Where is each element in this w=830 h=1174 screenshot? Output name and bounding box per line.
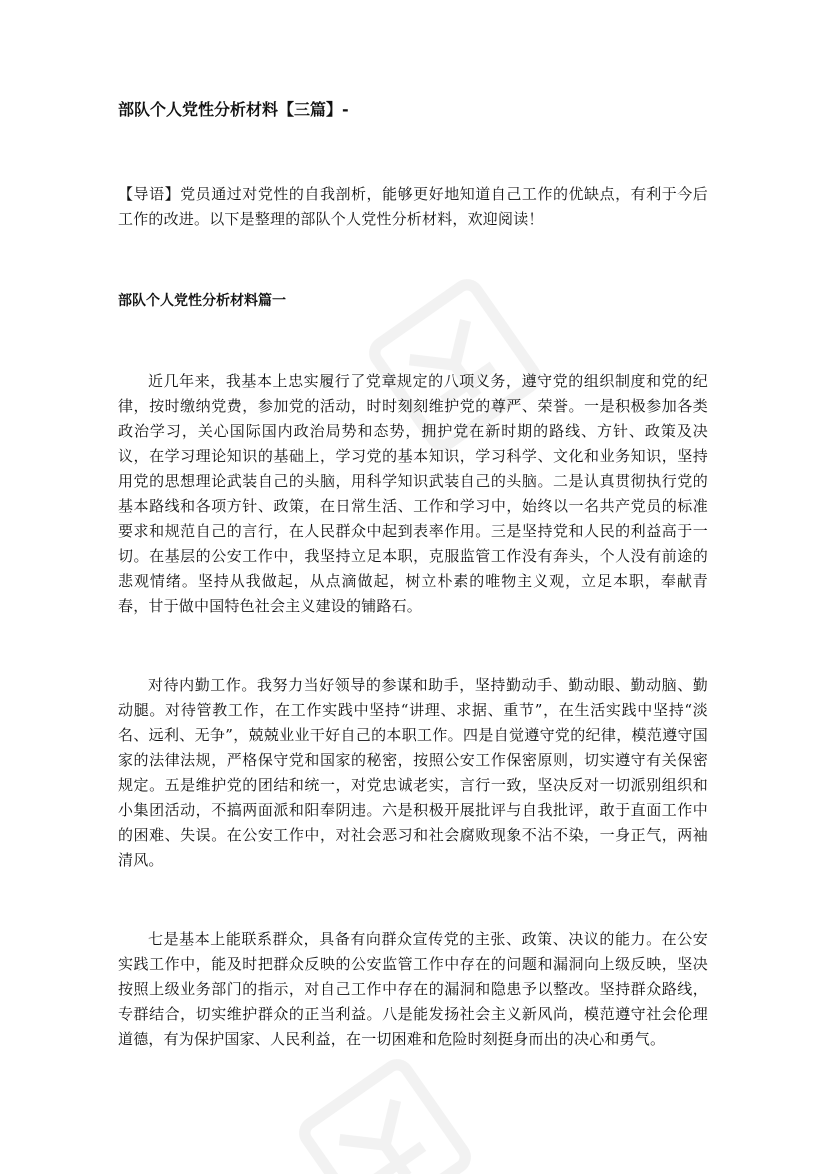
document-title: 部队个人党性分析材料【三篇】-	[118, 100, 349, 119]
body-paragraph-2: 对待内勤工作。我努力当好领导的参谋和助手，坚持勤动手、勤动眼、勤动脑、勤动腿。对待管教工作，在工作实践中坚持“讲理、求据、重节”，在生活实践中坚持“淡名、远利、无争”，兢兢业业干好自己的本职工作。四是自觉遵守党的纪律，模范遵守国家的法律法规，严格保守党和国家的秘密，按照公安工作保密原则，切实遵守有关保密规定。五是维护党的团结和统一，对党忠诚老实，言行一致，坚决反对一切派别组织和小集团活动，不搞两面派和阳奉阴违。六是积极开展批评与自我批评，敢于直面工作中的困难、失误。在公安工作中，对社会恶习和社会腐败现象不沾不染，一身正气，两袖清风。	[118, 676, 708, 869]
document-body	[118, 96, 708, 1052]
body-paragraph-1: 近几年来，我基本上忠实履行了党章规定的八项义务，遵守党的组织制度和党的纪律，按时缴纳党费，参加党的活动，时时刻刻维护党的尊严、荣誉。一是积极参加各类政治学习，关心国际国内政治局势和态势，拥护党在新时期的路线、方针、政策及决议，在学习理论知识的基础上，学习党的基本知识，学习科学、文化和业务知识，坚持用党的思想理论武装自己的头脑，用科学知识武装自己的头脑。二是认真贯彻执行党的基本路线和各项方针、政策，在日常生活、工作和学习中，始终以一名共产党员的标准要求和规范自己的言行，在人民群众中起到表率作用。三是坚持党和人民的利益高于一切。在基层的公安工作中，我坚持立足本职，克服监管工作没有奔头，个人没有前途的悲观情绪。坚持从我做起，从点滴做起，树立朴素的唯物主义观，立足本职，奉献青春，甘于做中国特色社会主义建设的铺路石。	[118, 372, 708, 615]
lead-paragraph: 【导语】党员通过对党性的自我剖析，能够更好地知道自己工作的优缺点，有利于今后工作的改进。以下是整理的部队个人党性分析材料，欢迎阅读！	[118, 185, 708, 228]
body-paragraph-3: 七是基本上能联系群众，具备有向群众宣传党的主张、政策、决议的能力。在公安实践工作中，能及时把群众反映的公安监管工作中存在的问题和漏洞向上级反映，坚决按照上级业务部门的指示，对自己工作中存在的漏洞和隐患予以整改。坚持群众路线，专群结合，切实维护群众的正当利益。八是能发扬社会主义新风尚，模范遵守社会伦理道德，有为保护国家、人民利益，在一切困难和危险时刻挺身而出的决心和勇气。	[118, 930, 708, 1048]
section-heading: 部队个人党性分析材料篇一	[118, 293, 286, 309]
watermark-logo-icon	[290, 1050, 480, 1174]
